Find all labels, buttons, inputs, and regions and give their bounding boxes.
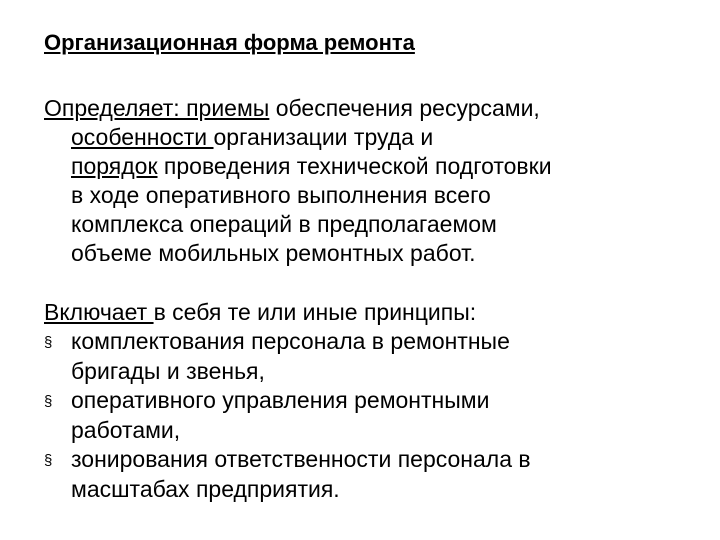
definition-line-2: [44, 123, 694, 152]
bullet-text: комплектования персонала в ремонтные: [71, 328, 510, 354]
bullet-item-2-continuation: работами,: [71, 417, 181, 443]
principles-intro: [44, 298, 694, 327]
includes-keyword: Включает: [44, 299, 154, 325]
definition-line-3: [44, 152, 694, 181]
definition-text: организации труда и: [213, 124, 434, 150]
principles-intro-text: в себя те или иные принципы:: [153, 299, 477, 325]
bullet-item-1: [44, 327, 694, 357]
bullet-item-3: [44, 445, 694, 475]
definition-paragraph: [44, 94, 694, 268]
definition-text: обеспечения ресурсами,: [269, 95, 540, 121]
definition-line-6: объеме мобильных ремонтных работ.: [71, 240, 476, 266]
features-keyword: особенности: [71, 124, 214, 150]
bullet-icon: §: [44, 393, 53, 410]
bullet-icon: §: [44, 334, 53, 351]
definition-line-5: комплекса операций в предполагаемом: [71, 211, 497, 237]
slide-title: Организационная форма ремонта: [44, 30, 415, 55]
bullet-icon: §: [44, 452, 53, 469]
order-keyword: порядок: [71, 153, 158, 179]
definition-keyword: Определяет: приемы: [44, 95, 270, 121]
definition-line-1: [44, 94, 694, 123]
bullet-text: зонирования ответственности персонала в: [71, 446, 531, 472]
bullet-item-3-continuation: масштабах предприятия.: [71, 476, 340, 502]
bullet-item-2: [44, 386, 694, 416]
bullet-item-1-continuation: бригады и звенья,: [71, 358, 265, 384]
definition-line-4: в ходе оперативного выполнения всего: [71, 182, 491, 208]
bullet-text: оперативного управления ремонтными: [71, 387, 490, 413]
principles-paragraph: [44, 298, 694, 504]
definition-text: проведения технической подготовки: [157, 153, 552, 179]
